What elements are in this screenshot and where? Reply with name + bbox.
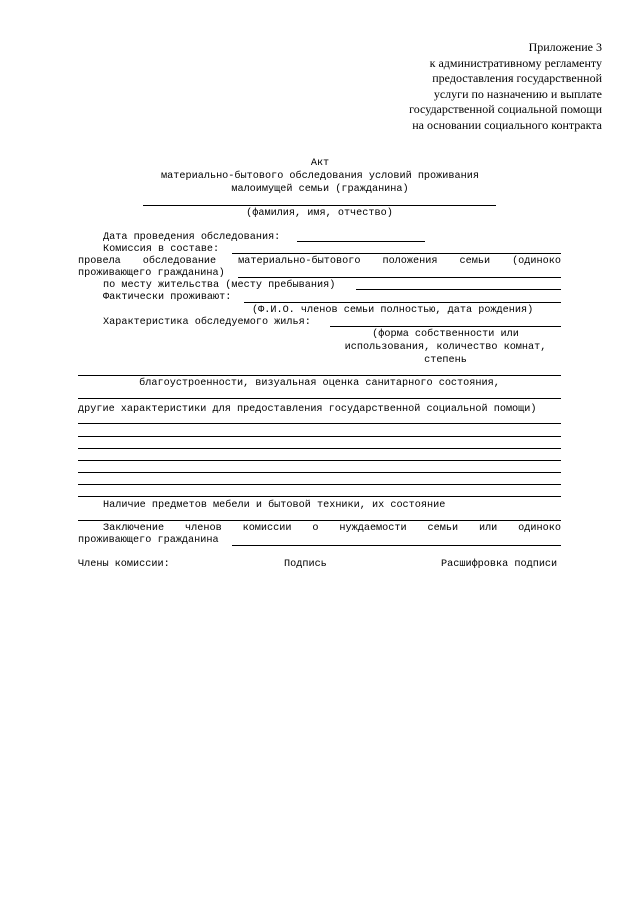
word: положения [382,256,438,267]
housing-caption-line: использования, количество комнат, [344,342,547,353]
word: обследование [142,256,217,267]
act-title-line: малоимущей семьи (гражданина) [231,184,409,195]
word: Заключение [103,523,165,534]
act-title [78,157,562,196]
word: о [312,523,319,534]
fio-caption: (фамилия, имя, отчество) [246,208,393,219]
signature-label: Подпись [284,559,327,570]
word: комиссии [242,523,292,534]
commission-field[interactable] [232,253,561,254]
housing-caption-line: степень [424,355,467,366]
actual-caption: (Ф.И.О. членов семьи полностью, дата рождения) [252,305,534,316]
blank-line[interactable] [78,460,561,461]
blank-line[interactable] [78,472,561,473]
commission-label: Комиссия в составе: [103,244,220,255]
furniture-field[interactable] [78,520,561,521]
act-title-line: Акт [310,158,330,169]
date-label: Дата проведения обследования: [103,232,281,243]
blank-line[interactable] [78,436,561,437]
housing-caption [330,328,561,367]
blank-line[interactable] [78,484,561,485]
header-line: к административному регламенту [429,55,602,70]
members-label: Члены комиссии: [78,559,170,570]
citizen-field[interactable] [238,277,561,278]
word: одиноко [518,523,561,534]
other-caption: другие характеристики для предоставления государственной социальной помощи) [78,404,537,415]
housing-field-2[interactable] [78,375,561,376]
housing-field[interactable] [330,326,561,327]
word: материально-бытового [238,256,361,267]
actual-label: Фактически проживают: [103,292,232,303]
word: или [478,523,498,534]
header-line: Приложение 3 [528,40,602,54]
word: (одиноко [512,256,561,267]
conclusion-line-2: проживающего гражданина [78,535,219,546]
act-title-line: материально-бытового обследования условий проживания [161,171,479,182]
actual-field[interactable] [244,302,561,303]
date-field[interactable] [297,241,425,242]
header-line: на основании социального контракта [412,117,602,132]
housing-label: Характеристика обследуемого жилья: [103,317,311,328]
header-line: государственной социальной помощи [409,102,602,116]
appendix-header [409,40,602,133]
word: членов [185,523,222,534]
blank-line[interactable] [78,448,561,449]
header-line: предоставления государственной [432,71,602,85]
furniture-label: Наличие предметов мебели и бытовой техники, их состояние [103,500,446,511]
word: семьи [427,523,459,534]
word: семьи [459,256,491,267]
conducted-line-2: проживающего гражданина) [78,268,225,279]
sanitary-caption: благоустроенности, визуальная оценка санитарного состояния, [139,378,500,389]
residence-field[interactable] [356,289,561,290]
residence-label: по месту жительства (месту пребывания) [103,280,336,291]
fio-line[interactable] [143,205,496,206]
word: провела [78,256,121,267]
housing-caption-line: (форма собственности или [372,329,519,340]
word: нуждаемости [339,523,407,534]
conclusion-field[interactable] [232,545,561,546]
header-line: услуги по назначению и выплате [433,86,602,101]
housing-field-3[interactable] [78,398,561,399]
blank-line[interactable] [78,423,561,424]
blank-line[interactable] [78,496,561,497]
decoding-label: Расшифровка подписи [441,559,558,570]
